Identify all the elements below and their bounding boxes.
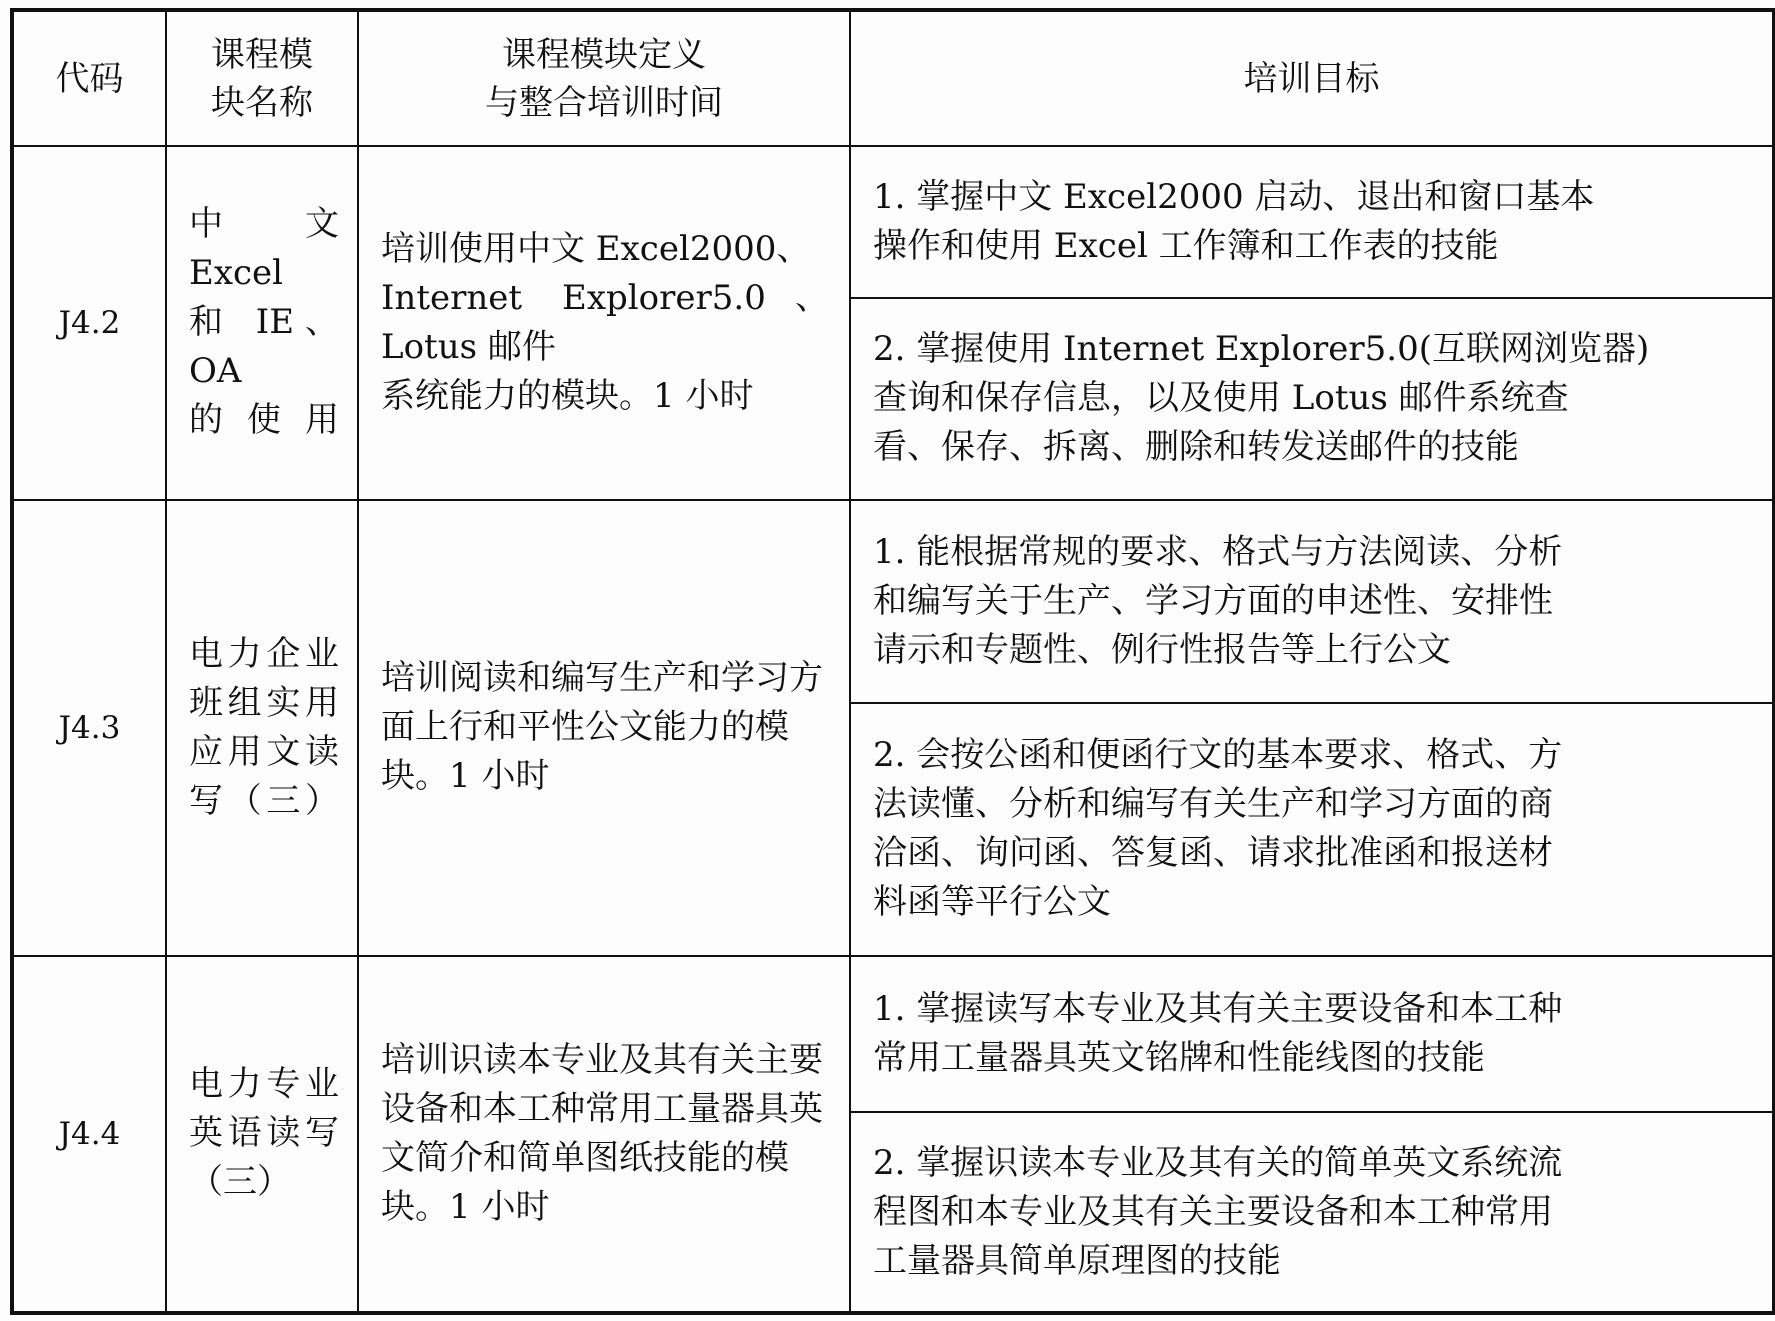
row-goal-2: 2. 会按公函和便函行文的基本要求、格式、方 法读懂、分析和编写有关生产和学习方面的商 洽函、询问函、答复函、请求批准函和报送材 料函等平行公文 — [850, 703, 1774, 956]
row-goal-1: 1. 能根据常规的要求、格式与方法阅读、分析 和编写关于生产、学习方面的申述性、安排性 请示和专题性、例行性报告等上行公文 — [850, 500, 1774, 703]
row-module-name: 电力专业 英语读写 （三） — [166, 956, 358, 1313]
row-code: J4.3 — [12, 500, 166, 956]
header-module-definition-line-2: 与整合培训时间 — [485, 82, 723, 123]
header-training-goal: 培训目标 — [850, 10, 1774, 146]
header-module-name-line-2: 块名称 — [211, 82, 313, 123]
header-code: 代码 — [12, 10, 166, 146]
row-code: J4.2 — [12, 146, 166, 500]
header-module-name — [166, 10, 358, 146]
table-row — [12, 500, 1774, 703]
table-row — [12, 956, 1774, 1112]
row-module-name: 电力企业 班组实用 应用文读 写（三） — [166, 500, 358, 956]
header-module-definition — [358, 10, 850, 146]
training-module-table — [10, 8, 1775, 1315]
header-module-name-line-1: 课程模 — [211, 34, 313, 75]
row-module-definition: 培训阅读和编写生产和学习方 面上行和平性公文能力的模 块。1 小时 — [358, 500, 850, 956]
row-goal-2: 2. 掌握使用 Internet Explorer5.0(互联网浏览器) 查询和保存信息，以及使用 Lotus 邮件系统查 看、保存、拆离、删除和转发送邮件的技能 — [850, 298, 1774, 500]
header-module-definition-line-1: 课程模块定义 — [502, 34, 706, 75]
row-module-definition: 培训使用中文 Excel2000、 Internet Explorer5.0、Lotus 邮件 系统能力的模块。1 小时 — [358, 146, 850, 500]
table-row — [12, 146, 1774, 298]
row-goal-2: 2. 掌握识读本专业及其有关的简单英文系统流 程图和本专业及其有关主要设备和本工种常用 工量器具简单原理图的技能 — [850, 1112, 1774, 1313]
row-module-name: 中文 Excel 和 IE、OA 的使用 — [166, 146, 358, 500]
row-module-definition: 培训识读本专业及其有关主要 设备和本工种常用工量器具英 文简介和简单图纸技能的模 块。1 小时 — [358, 956, 850, 1313]
row-goal-1: 1. 掌握中文 Excel2000 启动、退出和窗口基本 操作和使用 Excel 工作簿和工作表的技能 — [850, 146, 1774, 298]
row-goal-1: 1. 掌握读写本专业及其有关主要设备和本工种 常用工量器具英文铭牌和性能线图的技能 — [850, 956, 1774, 1112]
row-code: J4.4 — [12, 956, 166, 1313]
header-row — [12, 10, 1774, 146]
